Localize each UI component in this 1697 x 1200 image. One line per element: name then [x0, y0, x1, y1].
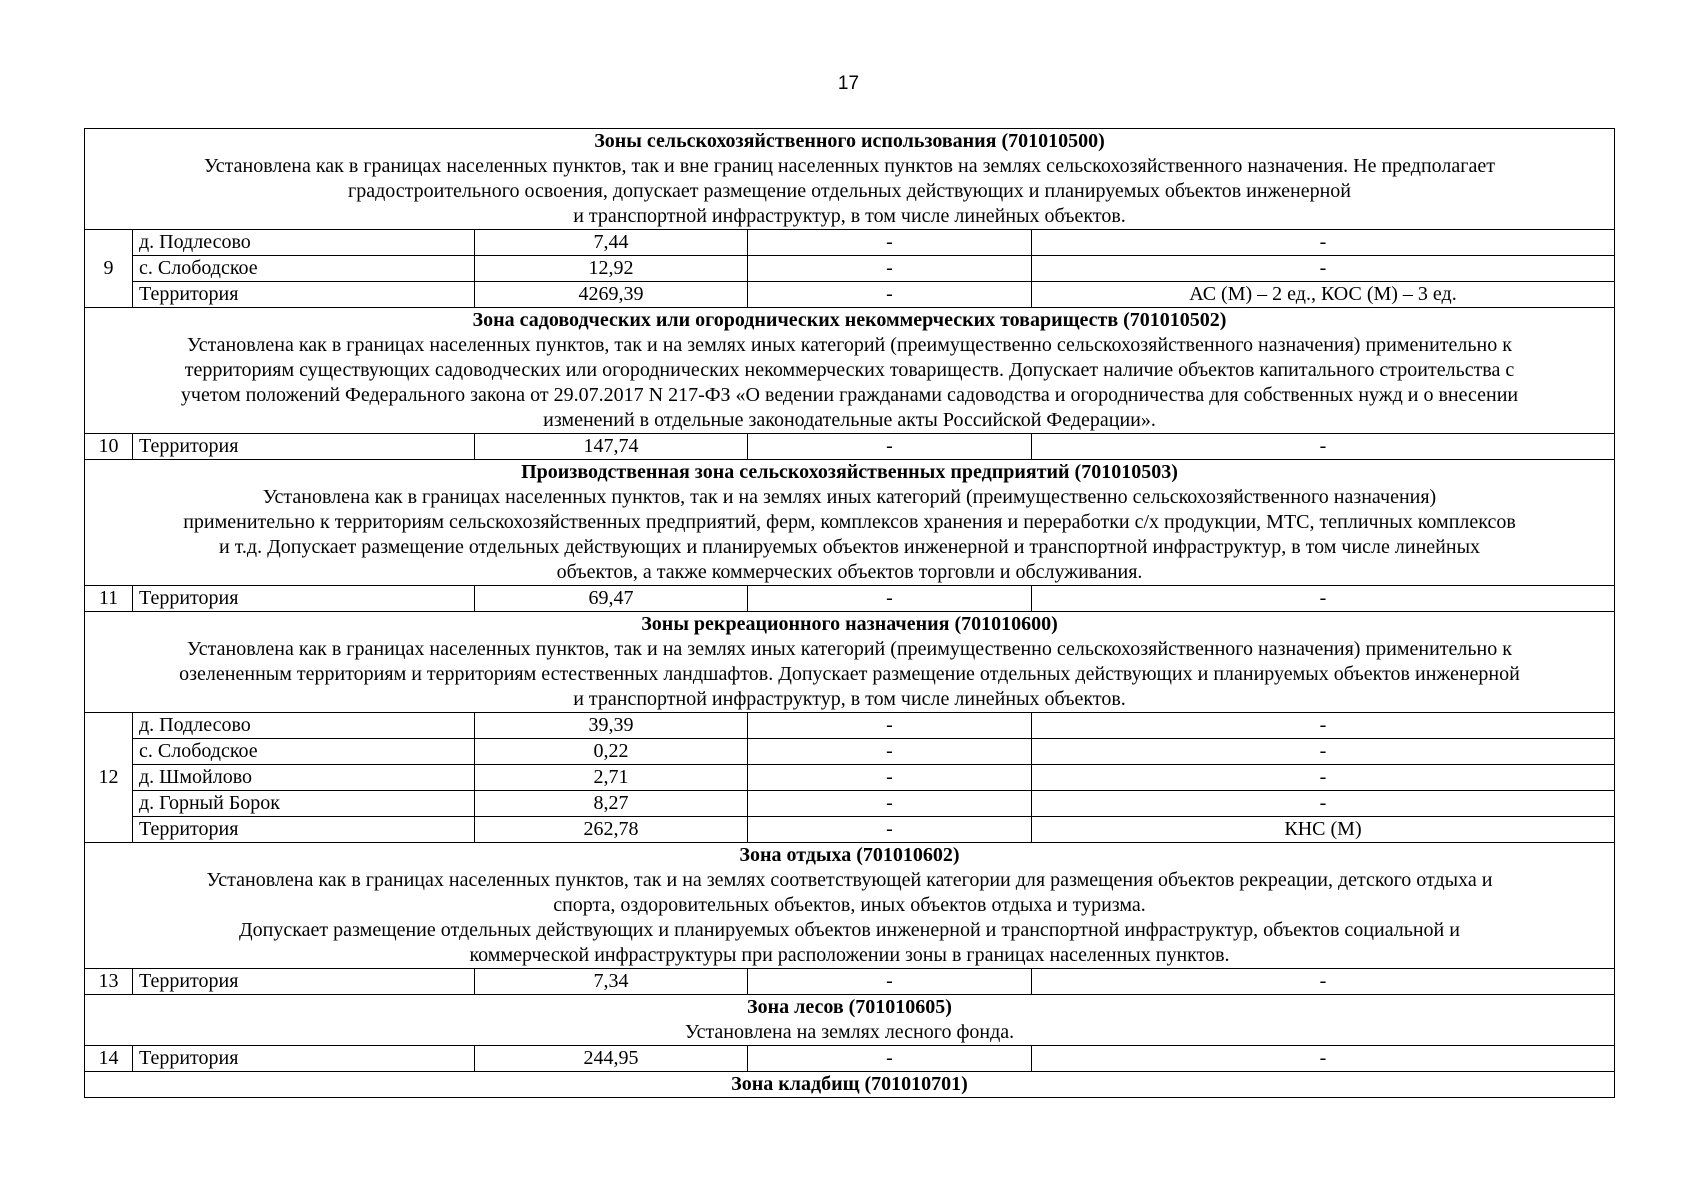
facilities-value: - — [1032, 434, 1615, 460]
zone-description-line: Установлена как в границах населенных пунктов, так и на землях иных категорий (преимущественно сельскохозяйственного назначения) применительно к — [187, 638, 1512, 660]
area-value: 69,47 — [475, 586, 748, 612]
zone-title: Зона лесов (701010605) — [747, 996, 952, 1018]
column-4-value: - — [748, 230, 1032, 256]
zone-header-row — [85, 995, 1615, 1046]
facilities-value: - — [1032, 765, 1615, 791]
table-row — [85, 969, 1615, 995]
column-4-value: - — [748, 434, 1032, 460]
facilities-value: КНС (М) — [1032, 817, 1615, 843]
table-row — [85, 739, 1615, 765]
zone-description-line: Установлена как в границах населенных пунктов, так и на землях иных категорий (преимущественно сельскохозяйственного назначения) применительно к — [187, 334, 1512, 356]
row-number: 11 — [85, 586, 133, 612]
facilities-value: - — [1032, 586, 1615, 612]
zone-header-row — [85, 612, 1615, 713]
zone-description-line: Допускает размещение отдельных действующих и планируемых объектов инженерной и транспортной инфраструктур, объектов социальной и — [239, 919, 1460, 941]
zone-description-line: Установлена как в границах населенных пунктов, так и на землях соответствующей категории для размещения объектов рекреации, детского отдыха и — [206, 869, 1493, 891]
zones-table — [84, 128, 1615, 1098]
zone-header-cell — [85, 129, 1615, 230]
table-row — [85, 434, 1615, 460]
table-row — [85, 586, 1615, 612]
settlement-name: Территория — [133, 817, 475, 843]
zone-title: Зоны рекреационного назначения (701010600) — [641, 613, 1058, 635]
settlement-name: д. Подлесово — [133, 230, 475, 256]
zone-description-line: применительно к территориям сельскохозяйственных предприятий, ферм, комплексов хранения и переработки с/х продукции, МТС, тепличных комплексов — [183, 511, 1516, 533]
zone-title: Зона отдыха (701010602) — [739, 844, 960, 866]
zone-description-line: и транспортной инфраструктур, в том числе линейных объектов. — [573, 205, 1126, 227]
area-value: 147,74 — [475, 434, 748, 460]
settlement-name: Территория — [133, 969, 475, 995]
row-number: 14 — [85, 1046, 133, 1072]
facilities-value: - — [1032, 739, 1615, 765]
column-4-value: - — [748, 282, 1032, 308]
page-number: 17 — [837, 73, 860, 94]
zone-description-line: Установлена как в границах населенных пунктов, так и вне границ населенных пунктов на землях сельскохозяйственного назначения. Не предполагает — [204, 155, 1495, 177]
area-value: 8,27 — [475, 791, 748, 817]
column-4-value: - — [748, 969, 1032, 995]
table-row — [85, 256, 1615, 282]
area-value: 2,71 — [475, 765, 748, 791]
zone-description-line: объектов, а также коммерческих объектов торговли и обслуживания. — [556, 561, 1143, 583]
facilities-value: - — [1032, 713, 1615, 739]
zone-description-line: Установлена как в границах населенных пунктов, так и на землях иных категорий (преимущественно сельскохозяйственного назначения) — [262, 486, 1437, 508]
column-4-value: - — [748, 791, 1032, 817]
area-value: 7,34 — [475, 969, 748, 995]
area-value: 4269,39 — [475, 282, 748, 308]
zone-header-row — [85, 129, 1615, 230]
row-number: 10 — [85, 434, 133, 460]
column-4-value: - — [748, 586, 1032, 612]
table-row — [85, 791, 1615, 817]
zone-header-cell — [85, 460, 1615, 586]
area-value: 39,39 — [475, 713, 748, 739]
area-value: 12,92 — [475, 256, 748, 282]
column-4-value: - — [748, 817, 1032, 843]
column-4-value: - — [748, 765, 1032, 791]
row-number: 9 — [85, 230, 133, 308]
zone-description-line: Установлена на землях лесного фонда. — [684, 1021, 1015, 1043]
area-value: 262,78 — [475, 817, 748, 843]
column-4-value: - — [748, 713, 1032, 739]
zone-title: Зона садоводческих или огороднических некоммерческих товариществ (701010502) — [472, 309, 1227, 331]
zone-header-row — [85, 843, 1615, 969]
column-4-value: - — [748, 739, 1032, 765]
settlement-name: с. Слободское — [133, 739, 475, 765]
facilities-value: АС (М) – 2 ед., КОС (М) – 3 ед. — [1032, 282, 1615, 308]
settlement-name: д. Шмойлово — [133, 765, 475, 791]
table-row — [85, 1046, 1615, 1072]
table-row — [85, 765, 1615, 791]
zone-header-cell — [85, 1072, 1615, 1098]
facilities-value: - — [1032, 791, 1615, 817]
facilities-value: - — [1032, 969, 1615, 995]
table-row — [85, 817, 1615, 843]
zone-header-cell — [85, 843, 1615, 969]
settlement-name: д. Подлесово — [133, 713, 475, 739]
zone-description-line: учетом положений Федерального закона от 29.07.2017 N 217-ФЗ «О ведении гражданами садоводства и огородничества для собственных нужд и о внесении — [180, 384, 1519, 406]
zone-header-cell — [85, 612, 1615, 713]
zone-title: Зоны сельскохозяйственного использования (701010500) — [594, 130, 1105, 152]
zone-header-cell — [85, 308, 1615, 434]
settlement-name: с. Слободское — [133, 256, 475, 282]
zone-description-line: градостроительного освоения, допускает размещение отдельных действующих и планируемых объектов инженерной — [348, 180, 1351, 202]
settlement-name: Территория — [133, 282, 475, 308]
zone-header-row — [85, 1072, 1615, 1098]
zone-description-line: изменений в отдельные законодательные акты Российской Федерации». — [543, 409, 1156, 431]
zone-title: Зона кладбищ (701010701) — [731, 1073, 968, 1095]
facilities-value: - — [1032, 256, 1615, 282]
column-4-value: - — [748, 256, 1032, 282]
zone-description-line: территориям существующих садоводческих или огороднических некоммерческих товариществ. Допускает наличие объектов капитального строительства с — [184, 359, 1515, 381]
table-row — [85, 713, 1615, 739]
zone-header-cell — [85, 995, 1615, 1046]
zone-description-line: озелененным территориям и территориям естественных ландшафтов. Допускает размещение отдельных действующих и планируемых объектов инженерной — [179, 663, 1520, 685]
zone-header-row — [85, 308, 1615, 434]
settlement-name: Территория — [133, 586, 475, 612]
zone-header-row — [85, 460, 1615, 586]
facilities-value: - — [1032, 1046, 1615, 1072]
zone-description-line: и т.д. Допускает размещение отдельных действующих и планируемых объектов инженерной и транспортной инфраструктур, в том числе линейных — [218, 536, 1481, 558]
zone-description-line: спорта, оздоровительных объектов, иных объектов отдыха и туризма. — [553, 894, 1146, 916]
zone-description-line: коммерческой инфраструктуры при расположении зоны в границах населенных пунктов. — [469, 944, 1230, 966]
zone-title: Производственная зона сельскохозяйственных предприятий (701010503) — [521, 461, 1178, 483]
table-row — [85, 230, 1615, 256]
settlement-name: Территория — [133, 1046, 475, 1072]
settlement-name: д. Горный Борок — [133, 791, 475, 817]
area-value: 0,22 — [475, 739, 748, 765]
row-number: 12 — [85, 713, 133, 843]
row-number: 13 — [85, 969, 133, 995]
zone-description-line: и транспортной инфраструктур, в том числе линейных объектов. — [573, 688, 1126, 710]
facilities-value: - — [1032, 230, 1615, 256]
area-value: 7,44 — [475, 230, 748, 256]
settlement-name: Территория — [133, 434, 475, 460]
column-4-value: - — [748, 1046, 1032, 1072]
area-value: 244,95 — [475, 1046, 748, 1072]
zones-table-body — [85, 129, 1615, 1098]
table-row — [85, 282, 1615, 308]
